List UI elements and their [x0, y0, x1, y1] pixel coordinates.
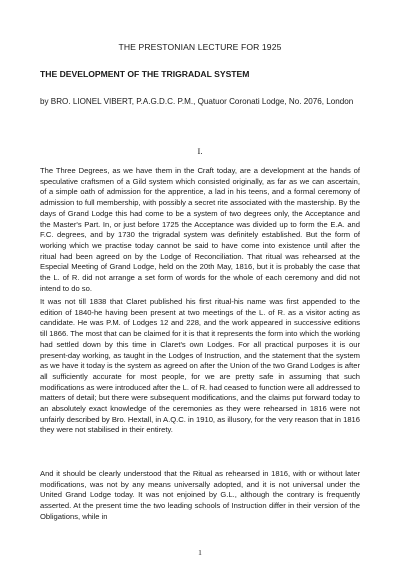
body-paragraph: And it should be clearly understood that the Ritual as rehearsed in 1816, with or without later modifications, was not by any means universally adopted, and it is not universal under the United Grand Lodge today. It was not enjoined by G.L., although the contrary is frequently asserted. At the present time the two leading schools of Instruction differ in their version of the Obligations, while in [40, 469, 360, 521]
page-number: 1 [198, 548, 202, 557]
body-paragraph: It was not till 1838 that Claret published his first ritual-his name was first appended to the edition of 1840-he having been present at two meetings of the L. of R. as a visitor acting as candidate. He was P.M. of Lodges 12 and 228, and the work appeared in successive editions till 1866. The most that can be claimed for it is that it represents the form into which the working had settled down by this time in Claret's own Lodges. For all practical purposes it is our present-day working, as taught in the Lodges of Instruction, and the statement that the system as we have it today is the system as agreed on after the Union of the two Grand Lodges is after all sufficiently accurate for most people, for we are pretty safe in assuming that such modifications as were introduced after the L. of R. had ceased to function were all addressed to matters of detail; but there were subsequent modifications, and the claims put forward today to an absolutely exact knowledge of the ceremonies as they were rehearsed in 1816 were not unfairly described by Bro. Hextall, in A.Q.C. in 1910, as illusory, for the very reason that in 1816 they were not stabilised in their entirety. [40, 297, 360, 435]
author-byline: by BRO. LIONEL VIBERT, P.A.G.D.C. P.M., Quatuor Coronati Lodge, No. 2076, London [40, 97, 354, 106]
section-number: I. [197, 146, 203, 156]
lecture-heading: THE PRESTONIAN LECTURE FOR 1925 [118, 42, 282, 52]
document-title: THE DEVELOPMENT OF THE TRIGRADAL SYSTEM [40, 69, 250, 79]
body-paragraph: The Three Degrees, as we have them in the Craft today, are a development at the hands of speculative craftsmen of a Gild system which consisted originally, as far as we can ascertain, of a simple oath of admission for the apprentice, a lad in his teens, and a formal ceremony of admission to full membership, with possibly a secret rite associated with the mastership. By the days of Grand Lodge this had come to be a system of two degrees only, the Acceptance and the Master's Part. In, or just before 1725 the Acceptance was divided up to form the E.A. and F.C. degrees, and by 1730 the trigradal system was definitely established. But the form of working which we practise today cannot be said to have come into existence until after the ritual had been agreed on by the Lodge of Reconciliation. That ritual was rehearsed at the Especial Meeting of Grand Lodge, held on the 20th May, 1816, but it is probably the case that the L. of R. did not arrange a set form of words for the whole of each ceremony and did not intend to do so. [40, 166, 360, 293]
